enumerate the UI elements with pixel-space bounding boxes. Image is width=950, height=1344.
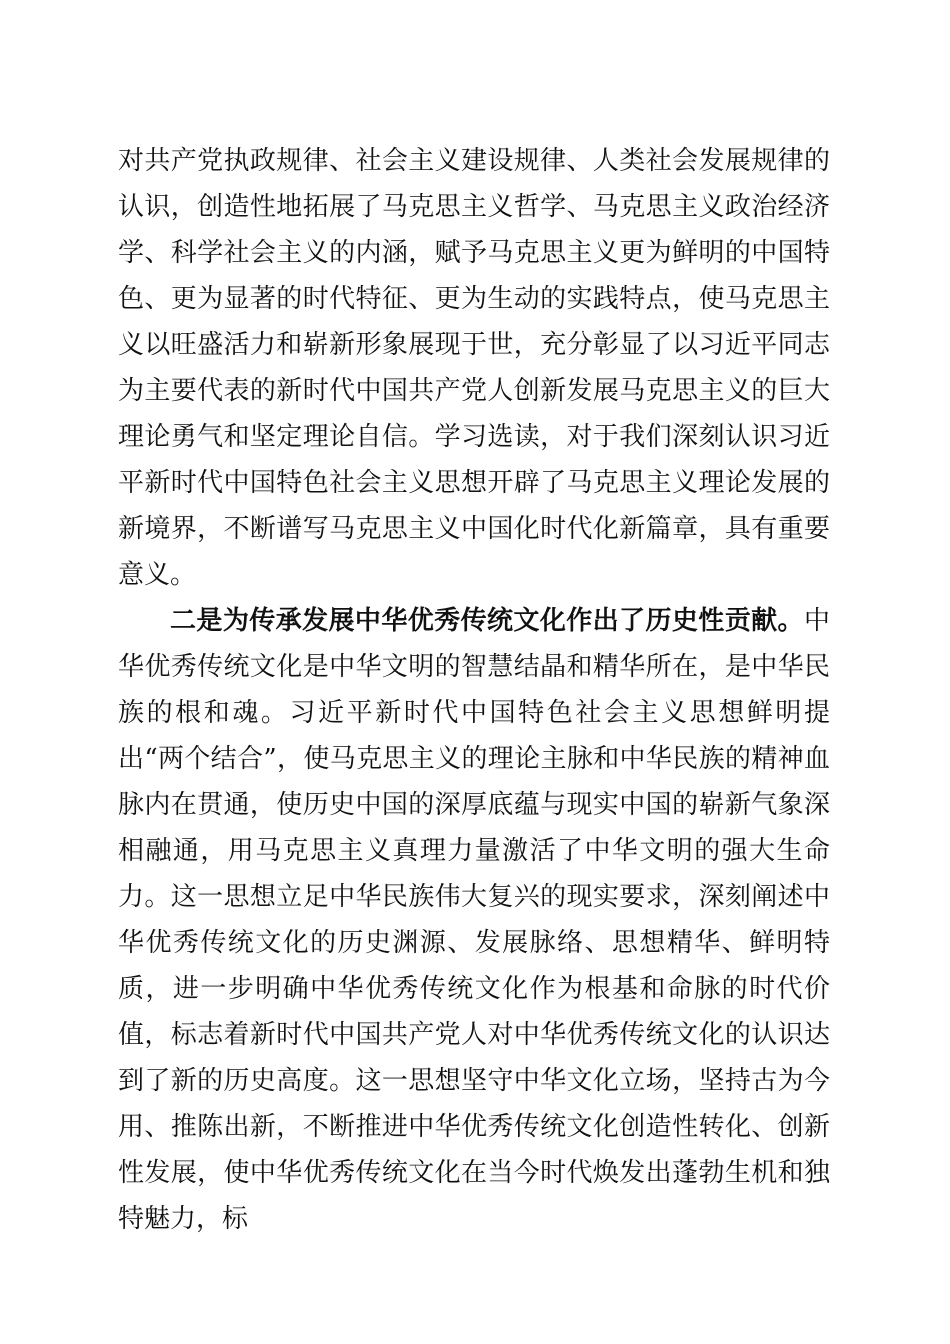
document-page [118, 138, 830, 1242]
paragraph-text: 对共产党执政规律、社会主义建设规律、人类社会发展规律的认识，创造性地拓展了马克思主义哲学、马克思主义政治经济学、科学社会主义的内涵，赋予马克思主义更为鲜明的中国特色、更为显著的时代特征、更为生动的实践特点，使马克思主义以旺盛活力和崭新形象展现于世，充分彰显了以习近平同志为主要代表的新时代中国共产党人创新发展马克思主义的巨大理论勇气和坚定理论自信。学习选读，对于我们深刻认识习近平新时代中国特色社会主义思想开辟了马克思主义理论发展的新境界，不断谱写马克思主义中国化时代化新篇章，具有重要意义。 [118, 146, 830, 590]
paragraph-second-contribution [118, 598, 830, 1242]
paragraph-heading: 二是为传承发展中华优秀传统文化作出了历史性贡献。 [170, 606, 804, 636]
paragraph-continued [118, 138, 830, 598]
paragraph-text: 中华优秀传统文化是中华文明的智慧结晶和精华所在，是中华民族的根和魂。习近平新时代中国特色社会主义思想鲜明提出“两个结合”，使马克思主义的理论主脉和中华民族的精神血脉内在贯通，使历史中国的深厚底蕴与现实中国的崭新气象深相融通，用马克思主义真理力量激活了中华文明的强大生命力。这一思想立足中华民族伟大复兴的现实要求，深刻阐述中华优秀传统文化的历史渊源、发展脉络、思想精华、鲜明特质，进一步明确中华优秀传统文化作为根基和命脉的时代价值，标志着新时代中国共产党人对中华优秀传统文化的认识达到了新的历史高度。这一思想坚守中华文化立场，坚持古为今用、推陈出新，不断推进中华优秀传统文化创造性转化、创新性发展，使中华优秀传统文化在当今时代焕发出蓬勃生机和独特魅力，标 [118, 606, 830, 1234]
